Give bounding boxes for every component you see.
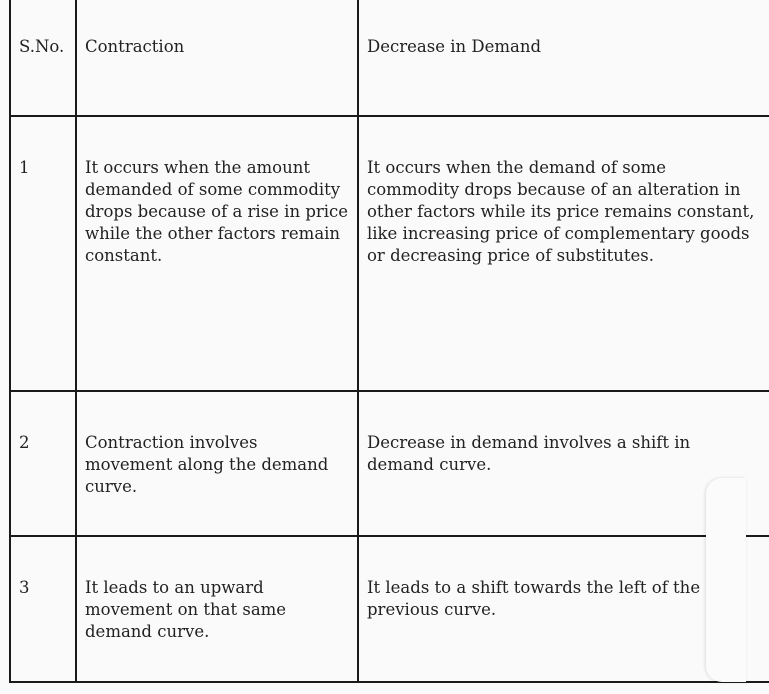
cell-decrease: Decrease in demand involves a shift in demand curve. — [358, 391, 769, 536]
cell-decrease: It leads to a shift towards the left of the previous curve. — [358, 536, 769, 682]
comparison-table — [9, 0, 769, 683]
header-contraction: Contraction — [76, 0, 358, 116]
cell-contraction: It occurs when the amount demanded of some commodity drops because of a rise in price while the other factors remain constant. — [76, 116, 358, 391]
table-row — [10, 536, 769, 682]
cell-sno: 2 — [10, 391, 76, 536]
header-row — [10, 0, 769, 116]
cell-sno: 1 — [10, 116, 76, 391]
cell-contraction: It leads to an upward movement on that same demand curve. — [76, 536, 358, 682]
header-decrease-in-demand: Decrease in Demand — [358, 0, 769, 116]
cell-contraction: Contraction involves movement along the demand curve. — [76, 391, 358, 536]
table-row — [10, 391, 769, 536]
cell-decrease: It occurs when the demand of some commodity drops because of an alteration in other factors while its price remains constant, like increasing price of complementary goods or decreasing price of substitutes. — [358, 116, 769, 391]
cell-sno: 3 — [10, 536, 76, 682]
side-drawer-handle[interactable] — [706, 478, 746, 682]
table-row — [10, 116, 769, 391]
header-sno: S.No. — [10, 0, 76, 116]
